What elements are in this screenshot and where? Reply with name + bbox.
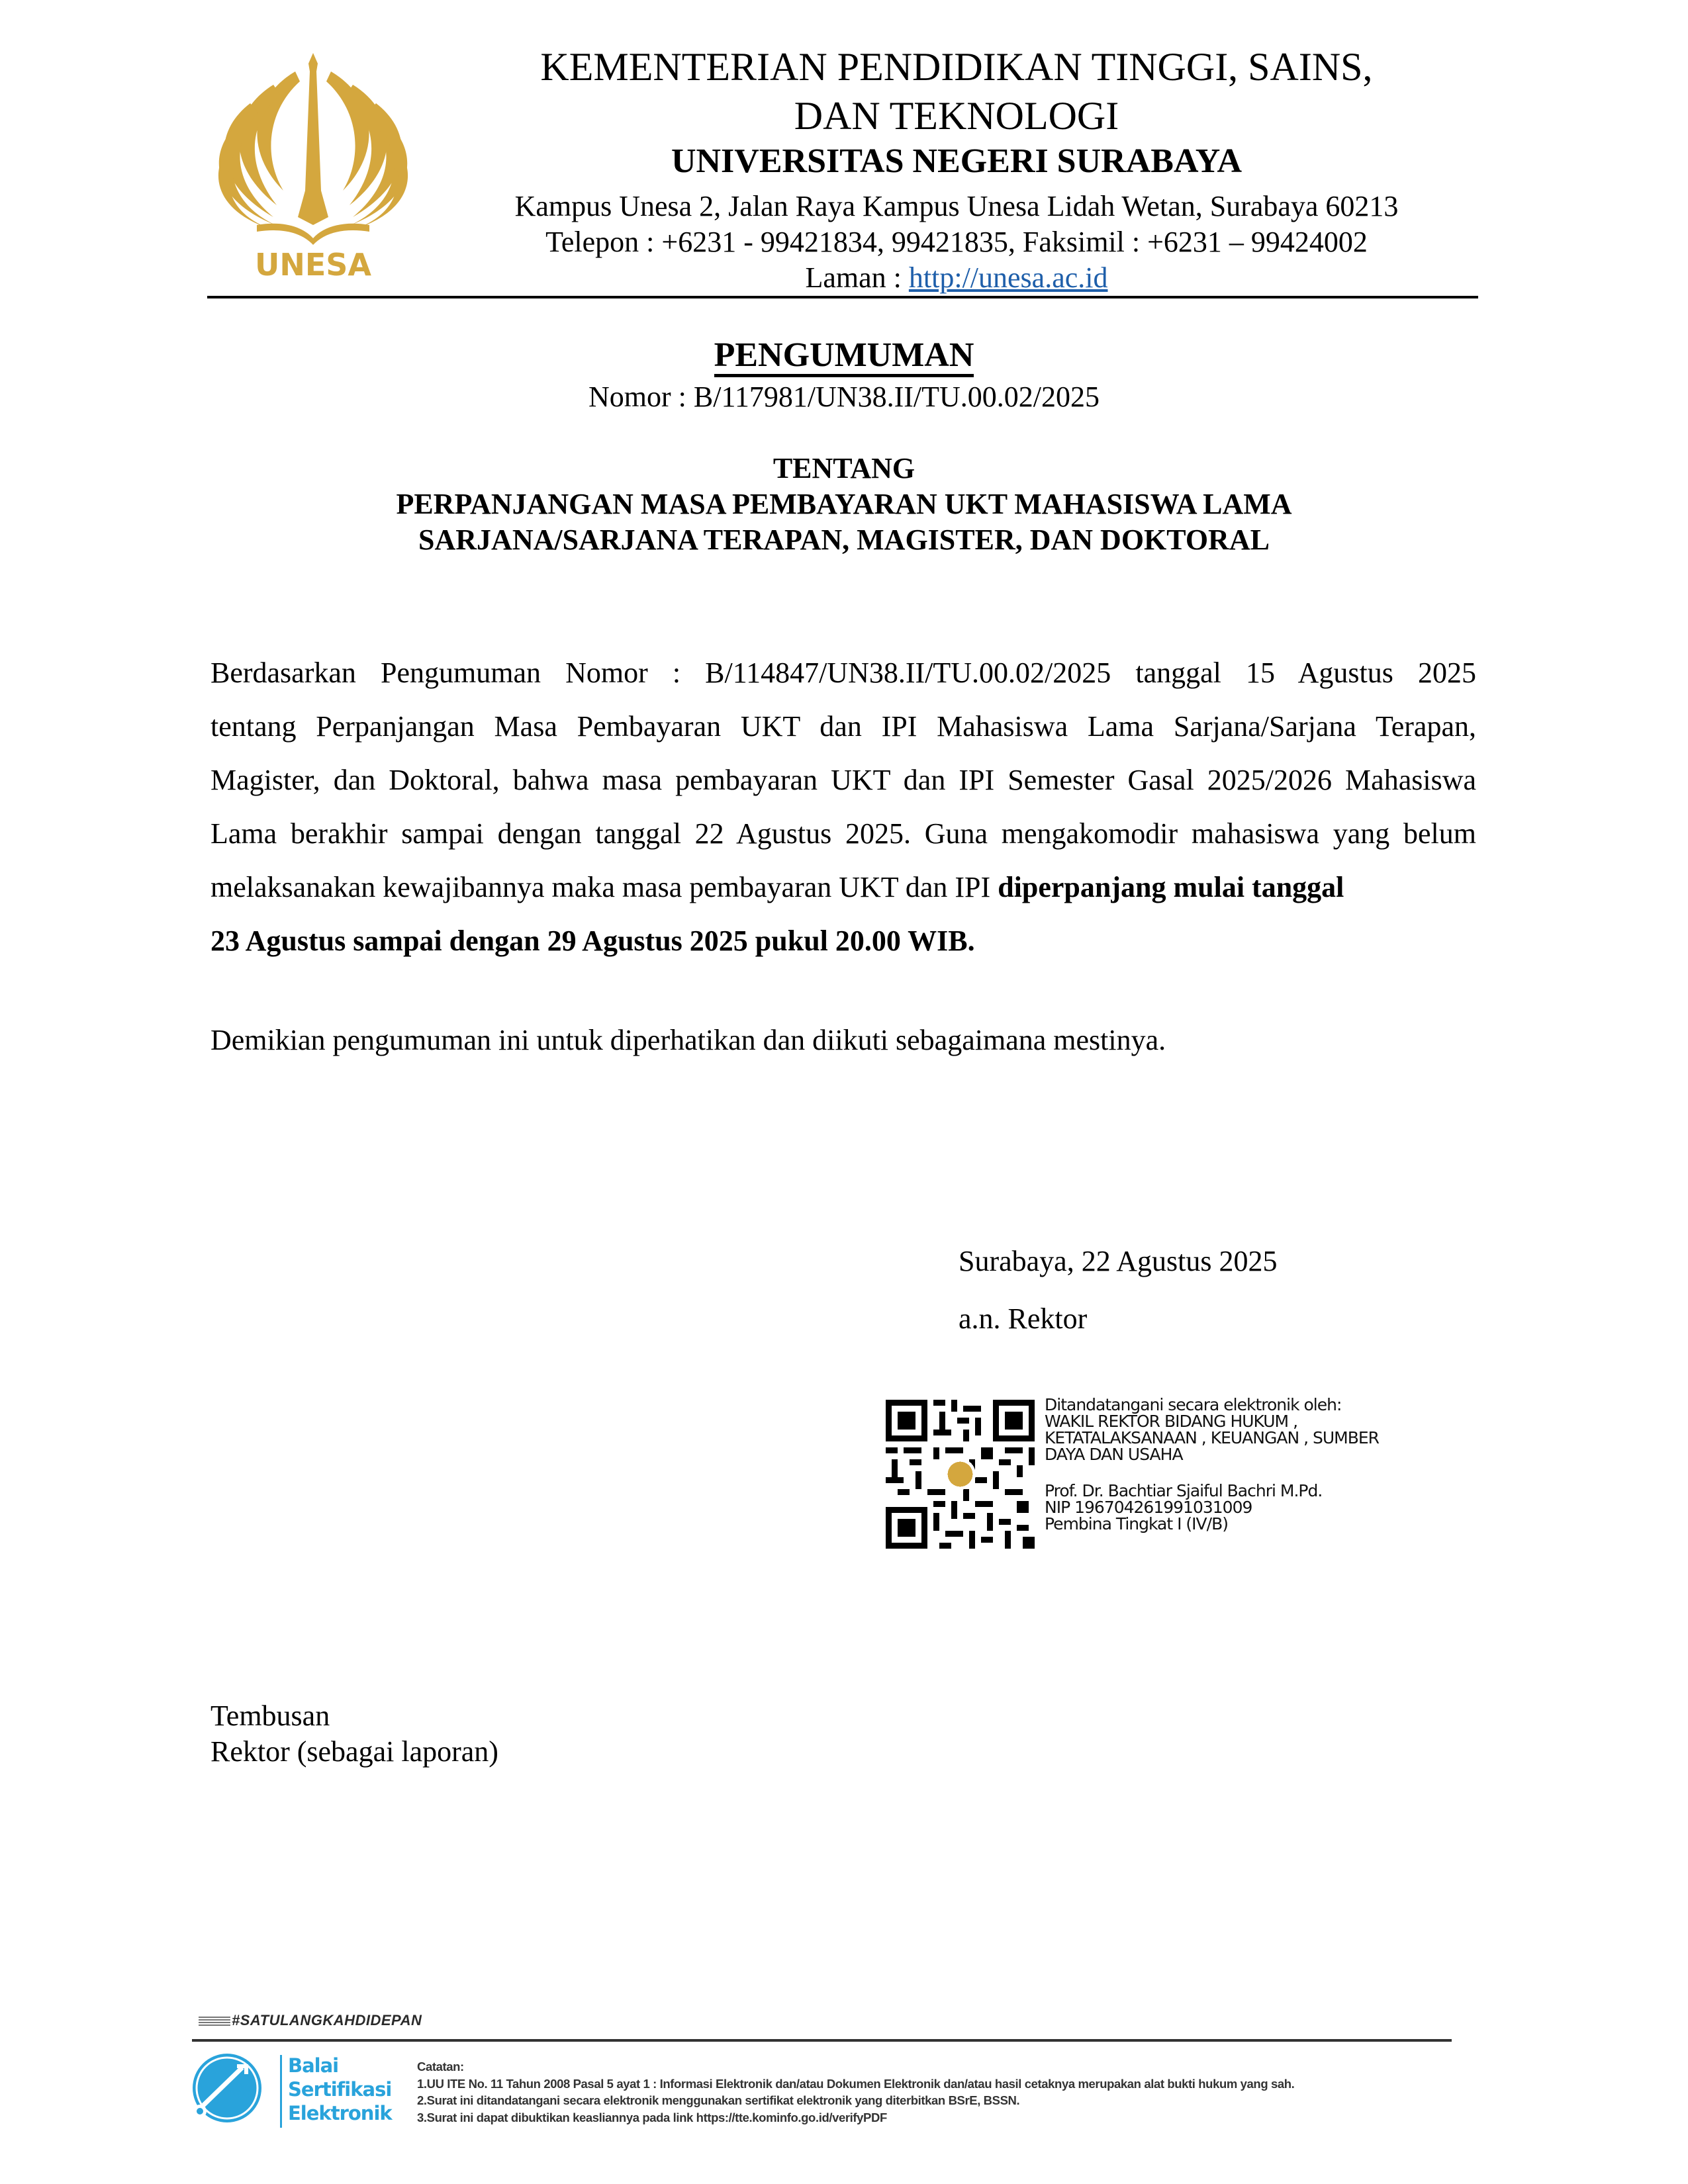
university-name: UNIVERSITAS NEGERI SURABAYA [671, 142, 1243, 180]
qr-code-icon[interactable] [886, 1400, 1035, 1549]
website-label: Laman : [805, 261, 909, 294]
announcement-title-text: PENGUMUMAN [714, 336, 974, 377]
esign-position-line2: KETATALAKSANAAN , KEUANGAN , SUMBER [1045, 1428, 1380, 1447]
university-address: Kampus Unesa 2, Jalan Raya Kampus Unesa Lidah Wetan, Surabaya 60213 [514, 190, 1399, 222]
body-line [211, 860, 1476, 914]
website-link[interactable]: http://unesa.ac.id [908, 261, 1108, 294]
about-label: TENTANG [773, 452, 915, 484]
signer-rank: Pembina Tingkat I (IV/B) [1045, 1514, 1228, 1533]
note-item: 1.UU ITE No. 11 Tahun 2008 Pasal 5 ayat 1 : Informasi Elektronik dan/atau Dokumen Elektronik dan/atau hasil cetaknya merupakan alat bukti hukum yang sah. [417, 2076, 1295, 2091]
note-item: 2.Surat ini ditandatangani secara elektronik menggunakan sertifikat elektronik yang diterbitkan BSrE, BSSN. [417, 2093, 1020, 2107]
body-line: Lama berakhir sampai dengan tanggal 22 Agustus 2025. Guna mengakomodir mahasiswa yang belum [211, 817, 1476, 850]
extension-highlight-dates: 23 Agustus sampai dengan 29 Agustus 2025 pukul 20.00 WIB. [211, 925, 975, 957]
subject-line2: SARJANA/SARJANA TERAPAN, MAGISTER, DAN DOKTORAL [418, 523, 1270, 556]
body-paragraph [211, 646, 1476, 968]
hashtag-text: #SATULANGKAHDIDEPAN [232, 2012, 422, 2028]
bsre-name-line1: Balai [288, 2054, 339, 2077]
unesa-logo [211, 52, 416, 280]
signature-on-behalf: a.n. Rektor [959, 1302, 1088, 1335]
body-line5-regular: melaksanakan kewajibannya maka masa pembayaran UKT dan IPI [211, 871, 998, 903]
ministry-name-line2: DAN TEKNOLOGI [794, 94, 1119, 138]
footer-notes [417, 2058, 1294, 2126]
announcement-number: Nomor : B/117981/UN38.II/TU.00.02/2025 [588, 381, 1100, 413]
signer-name: Prof. Dr. Bachtiar Sjaiful Bachri M.Pd. [1045, 1481, 1323, 1500]
note-item: 3.Surat ini dapat dibuktikan keasliannya pada link https://tte.kominfo.go.id/verifyPDF [417, 2110, 887, 2124]
signer-nip: NIP 196704261991031009 [1045, 1498, 1252, 1517]
carbon-copy-section [211, 1698, 498, 1770]
letterhead-divider [207, 296, 1478, 298]
university-website [437, 260, 1476, 296]
electronic-signature-info [1045, 1396, 1455, 1532]
signature-place-date: Surabaya, 22 Agustus 2025 [959, 1245, 1278, 1277]
bsre-key-icon [191, 2052, 263, 2124]
closing-sentence: Demikian pengumuman ini untuk diperhatikan dan diikuti sebagaimana mestinya. [211, 1024, 1166, 1056]
bsre-divider [280, 2055, 282, 2128]
esign-position-line3: DAYA DAN USAHA [1045, 1445, 1183, 1464]
footer-divider [192, 2039, 1452, 2042]
announcement-title [199, 334, 1489, 377]
campaign-hashtag [199, 2012, 422, 2029]
svg-text:UNESA: UNESA [254, 247, 372, 280]
esign-position-line1: WAKIL REKTOR BIDANG HUKUM , [1045, 1412, 1298, 1431]
carbon-copy-recipient: Rektor (sebagai laporan) [211, 1735, 498, 1768]
carbon-copy-label: Tembusan [211, 1700, 330, 1732]
body-line: Magister, dan Doktoral, bahwa masa pembayaran UKT dan IPI Semester Gasal 2025/2026 Mahasiswa [211, 764, 1476, 796]
bsre-name-line2: Sertifikasi [288, 2078, 392, 2101]
extension-highlight-start: diperpanjang mulai tanggal [998, 871, 1344, 903]
bsre-name-line3: Elektronik [288, 2102, 392, 2124]
speed-lines-icon [199, 2017, 230, 2026]
bsre-name [288, 2054, 392, 2125]
body-line [211, 914, 1476, 968]
subject-line1: PERPANJANGAN MASA PEMBAYARAN UKT MAHASISWA LAMA [396, 488, 1292, 520]
ministry-name-line1: KEMENTERIAN PENDIDIKAN TINGGI, SAINS, [540, 45, 1373, 89]
notes-label: Catatan: [417, 2060, 464, 2073]
body-line: tentang Perpanjangan Masa Pembayaran UKT dan IPI Mahasiswa Lama Sarjana/Sarjana Terapan, [211, 710, 1476, 743]
body-line: Berdasarkan Pengumuman Nomor : B/114847/UN38.II/TU.00.02/2025 tanggal 15 Agustus 2025 [211, 657, 1476, 689]
university-phone: Telepon : +6231 - 99421834, 99421835, Faksimil : +6231 – 99424002 [545, 226, 1368, 258]
esign-label: Ditandatangani secara elektronik oleh: [1045, 1395, 1342, 1414]
